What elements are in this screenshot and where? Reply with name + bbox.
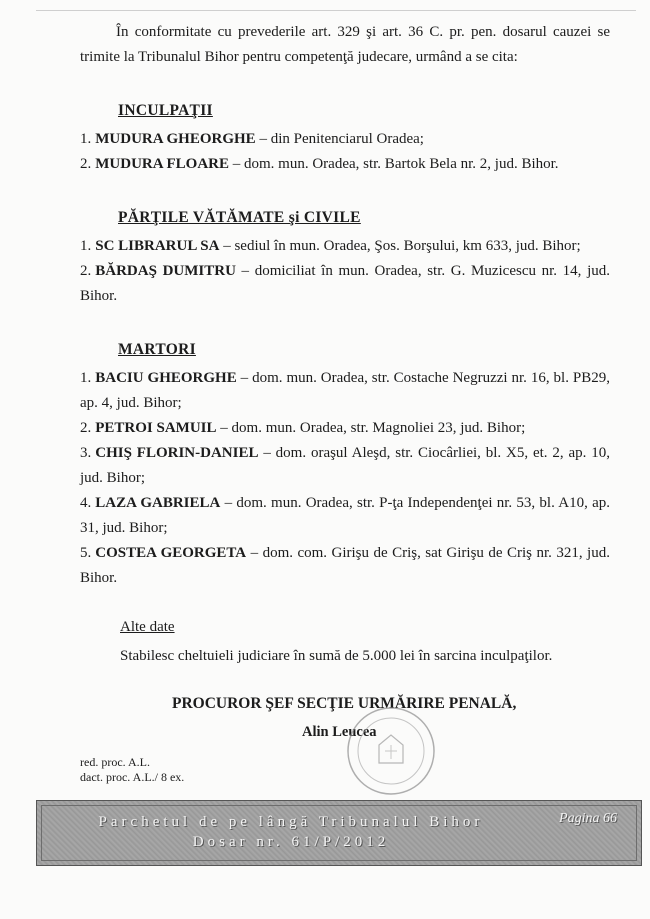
footer-text [71, 812, 511, 852]
footer-dosar: Dosar nr. 61/P/2012 [192, 834, 390, 850]
footer-institution: Parchetul de pe lângă Tribunalul Bihor [98, 814, 484, 830]
ref-red: red. proc. A.L. [80, 755, 150, 769]
alte-date-title: Alte date [120, 619, 175, 635]
signature-name: Alin Leucea [302, 724, 377, 740]
list-martori [80, 366, 610, 591]
list-item: 1. SC LIBRARUL SA – sediul în mun. Oradea, Şos. Borşului, km 633, jud. Bihor; [80, 238, 581, 254]
list-item: 3. CHIŞ FLORIN-DANIEL – dom. oraşul Aleşd, str. Ciocârliei, bl. X5, et. 2, ap. 10, jud. Bihor; [80, 445, 611, 486]
official-stamp-icon [345, 705, 437, 797]
list-item: 5. COSTEA GEORGETA – dom. com. Girişu de Criş, sat Girişu de Criş nr. 321, jud. Bihor. [80, 545, 610, 586]
page-number: Pagina 66 [559, 811, 617, 826]
signature-role: PROCUROR ŞEF SECŢIE URMĂRIRE PENALĂ, [172, 695, 517, 712]
list-item: 2. PETROI SAMUIL – dom. mun. Oradea, str. Magnoliei 23, jud. Bihor; [80, 420, 526, 436]
section-title-parti: PĂRŢILE VĂTĂMATE şi CIVILE [118, 209, 361, 226]
list-inculpati [80, 127, 610, 177]
top-rule [36, 10, 636, 11]
document-body [80, 20, 610, 785]
ref-dact: dact. proc. A.L./ 8 ex. [80, 770, 185, 784]
list-item: 4. LAZA GABRIELA – dom. mun. Oradea, str. P-ţa Independenţei nr. 53, bl. A10, ap. 31, jud. Bihor; [80, 495, 610, 536]
section-title-inculpati: INCULPAŢII [118, 102, 213, 119]
list-item: 1. BACIU GHEORGHE – dom. mun. Oradea, str. Costache Negruzzi nr. 16, bl. PB29, ap. 4, jud. Bihor; [80, 370, 610, 411]
page-footer [36, 800, 642, 866]
list-parti [80, 234, 610, 309]
intro-paragraph: În conformitate cu prevederile art. 329 şi art. 36 C. pr. pen. dosarul cauzei se trimite la Tribunalul Bihor pentru competenţă judecare, urmând a se cita: [80, 24, 610, 65]
list-item: 1. MUDURA GHEORGHE – din Penitenciarul Oradea; [80, 131, 424, 147]
section-title-martori: MARTORI [118, 341, 196, 358]
list-item: 2. BĂRDAŞ DUMITRU – domiciliat în mun. Oradea, str. G. Muzicescu nr. 14, jud. Bihor. [80, 263, 610, 304]
list-item: 2. MUDURA FLOARE – dom. mun. Oradea, str. Bartok Bela nr. 2, jud. Bihor. [80, 156, 559, 172]
alte-date-text: Stabilesc cheltuieli judiciare în sumă de 5.000 lei în sarcina inculpaţilor. [120, 648, 553, 664]
